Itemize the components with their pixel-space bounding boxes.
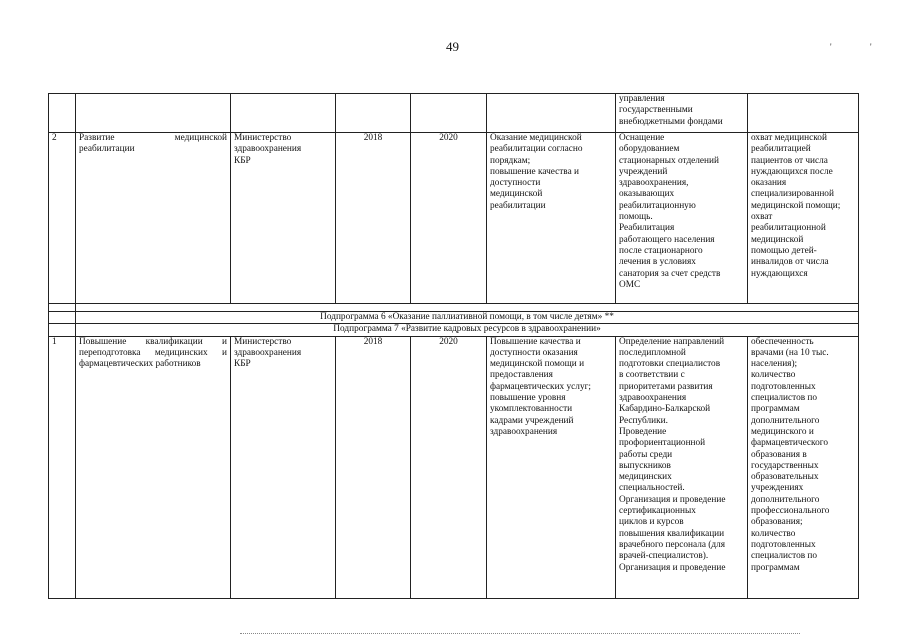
cell-result: Повышение качества и доступности оказания медицинской помощи и предоставления фармацевтических услуг; повышение уровня укомплектованности кадрами учреждений здравоохранения [487,336,616,598]
spacer-row [49,304,859,312]
cell-result [487,94,616,133]
cell-result: Оказание медицинской реабилитации согласно порядкам; повышение качества и доступности медицинской реабилитации [487,133,616,304]
subprogram-7-title: Подпрограмма 7 «Развитие кадровых ресурсов в здравоохранении» [76,324,859,336]
scan-footer-artifact [240,633,800,637]
cell-num: 2 [49,133,76,304]
spacer-cell [76,304,859,312]
cell-indicators [748,94,859,133]
scan-mark: ' [870,42,872,52]
cell-num [49,312,76,324]
subprogram-row [49,312,859,324]
cell-event: Повышение квалификации и переподготовка медицинских и фармацевтических работников [76,336,231,598]
scan-mark: ' [830,42,832,52]
spacer-cell [49,304,76,312]
cell-directions: Оснащение оборудованием стационарных отделений учреждений здравоохранения, оказывающих реабилитационную помощь. Реабилитация работающего населения после стационарного лечения в условиях санатория за счет средств ОМС [616,133,748,304]
cell-end [411,94,487,133]
subprogram-6-title: Подпрограмма 6 «Оказание паллиативной помощи, в том числе детям» ** [76,312,859,324]
cell-event [76,94,231,133]
cell-start: 2018 [336,133,411,304]
cell-indicators: охват медицинской реабилитацией пациентов от числа нуждающихся после оказания специализированной медицинской помощи; охват реабилитационной медицинской помощью детей- инвалидов от числа нуждающихся [748,133,859,304]
table-row [49,94,859,133]
cell-executor: Министерство здравоохранения КБР [231,133,336,304]
cell-indicators: обеспеченность врачами (на 10 тыс. населения); количество подготовленных специалистов по программам дополнительного медицинского и фармацевтического образования в государственных образовательных учреждениях дополнительного профессионального образования; количество подготовленных специалистов по программам [748,336,859,598]
cell-end: 2020 [411,133,487,304]
cell-directions: управления государственными внебюджетными фондами [616,94,748,133]
cell-num: 1 [49,336,76,598]
cell-start [336,94,411,133]
page-number: 49 [446,39,459,54]
program-table [48,93,859,599]
cell-num [49,94,76,133]
table-row [49,336,859,598]
table-row [49,133,859,304]
cell-executor: Министерство здравоохранения КБР [231,336,336,598]
cell-num [49,324,76,336]
cell-directions: Определение направлений последипломной подготовки специалистов в соответствии с приоритетами развития здравоохранения Кабардино-Балкарской Республики. Проведение профориентационной работы среди выпускников медицинских специальностей. Организация и проведение сертификационных циклов и курсов повышения квалификации врачебного персонала (для врачей-специалистов). Организация и проведение [616,336,748,598]
cell-start: 2018 [336,336,411,598]
cell-end: 2020 [411,336,487,598]
cell-executor [231,94,336,133]
cell-event: Развитие медицинской реабилитации [76,133,231,304]
subprogram-row [49,324,859,336]
